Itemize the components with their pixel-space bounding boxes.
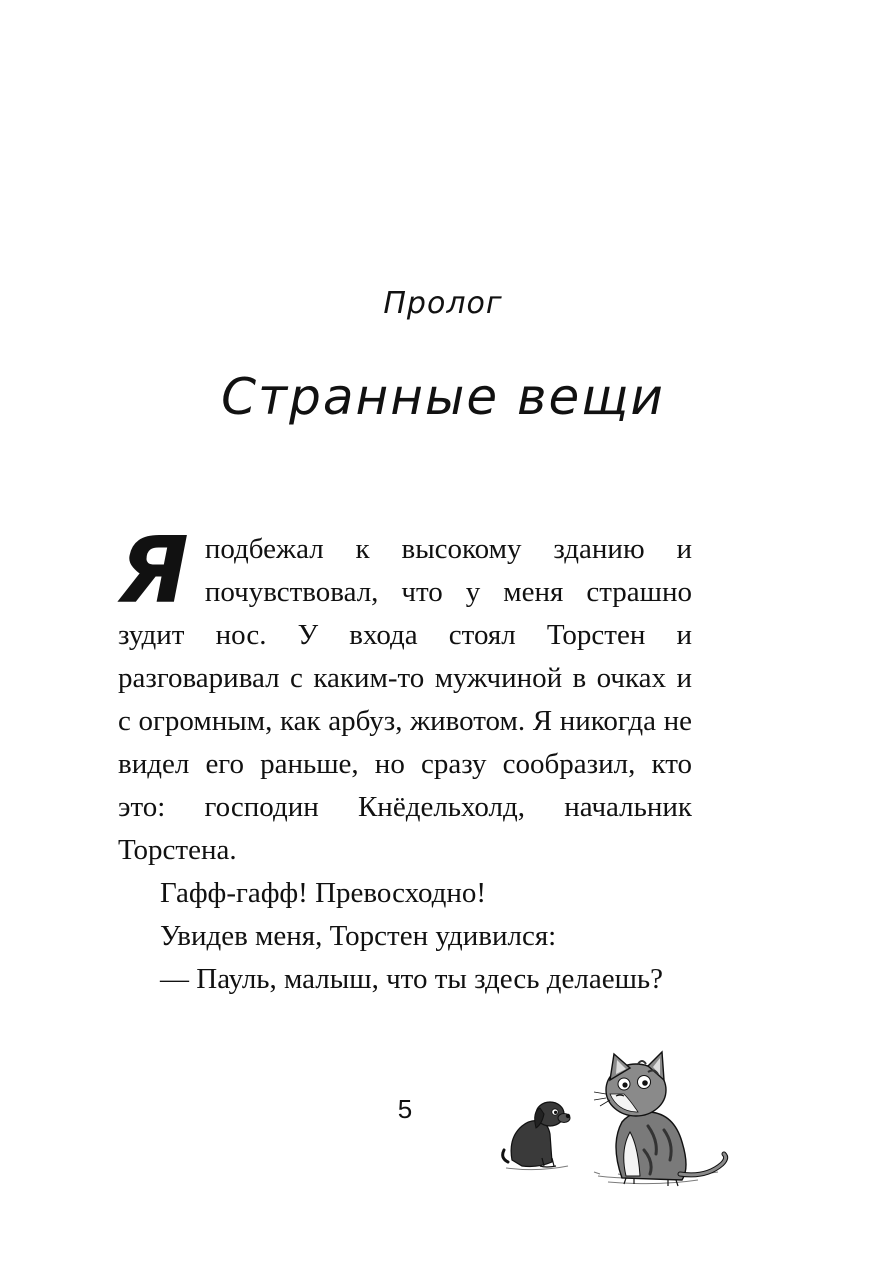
dog-and-cat-illustration — [498, 1050, 734, 1196]
dog-figure — [503, 1102, 571, 1167]
paragraph-first-text: подбежал к высокому зданию и почувствовал, что у меня страшно зудит нос. У входа стоял Торстен и разговаривал с каким-то мужчиной в очках и с огромным, как арбуз, животом. Я никогда не видел его раньше, но сразу сообразил, кто это: господин Кнёдельхолд, начальник Торстена. — [118, 533, 692, 866]
cat-figure — [594, 1052, 726, 1186]
chapter-title: Странные вещи — [221, 368, 665, 426]
paragraph-first — [118, 517, 692, 872]
drop-cap: Я — [118, 517, 189, 624]
page-number: 5 — [397, 1094, 413, 1124]
body-text — [118, 517, 692, 1001]
chapter-label: Пролог — [383, 286, 503, 321]
paragraph: Гафф-гафф! Превосходно! — [160, 877, 487, 909]
paragraph-dialogue: — Пауль, малыш, что ты здесь делаешь? — [160, 963, 664, 995]
paragraph: Увидев меня, Торстен удивился: — [160, 920, 557, 952]
